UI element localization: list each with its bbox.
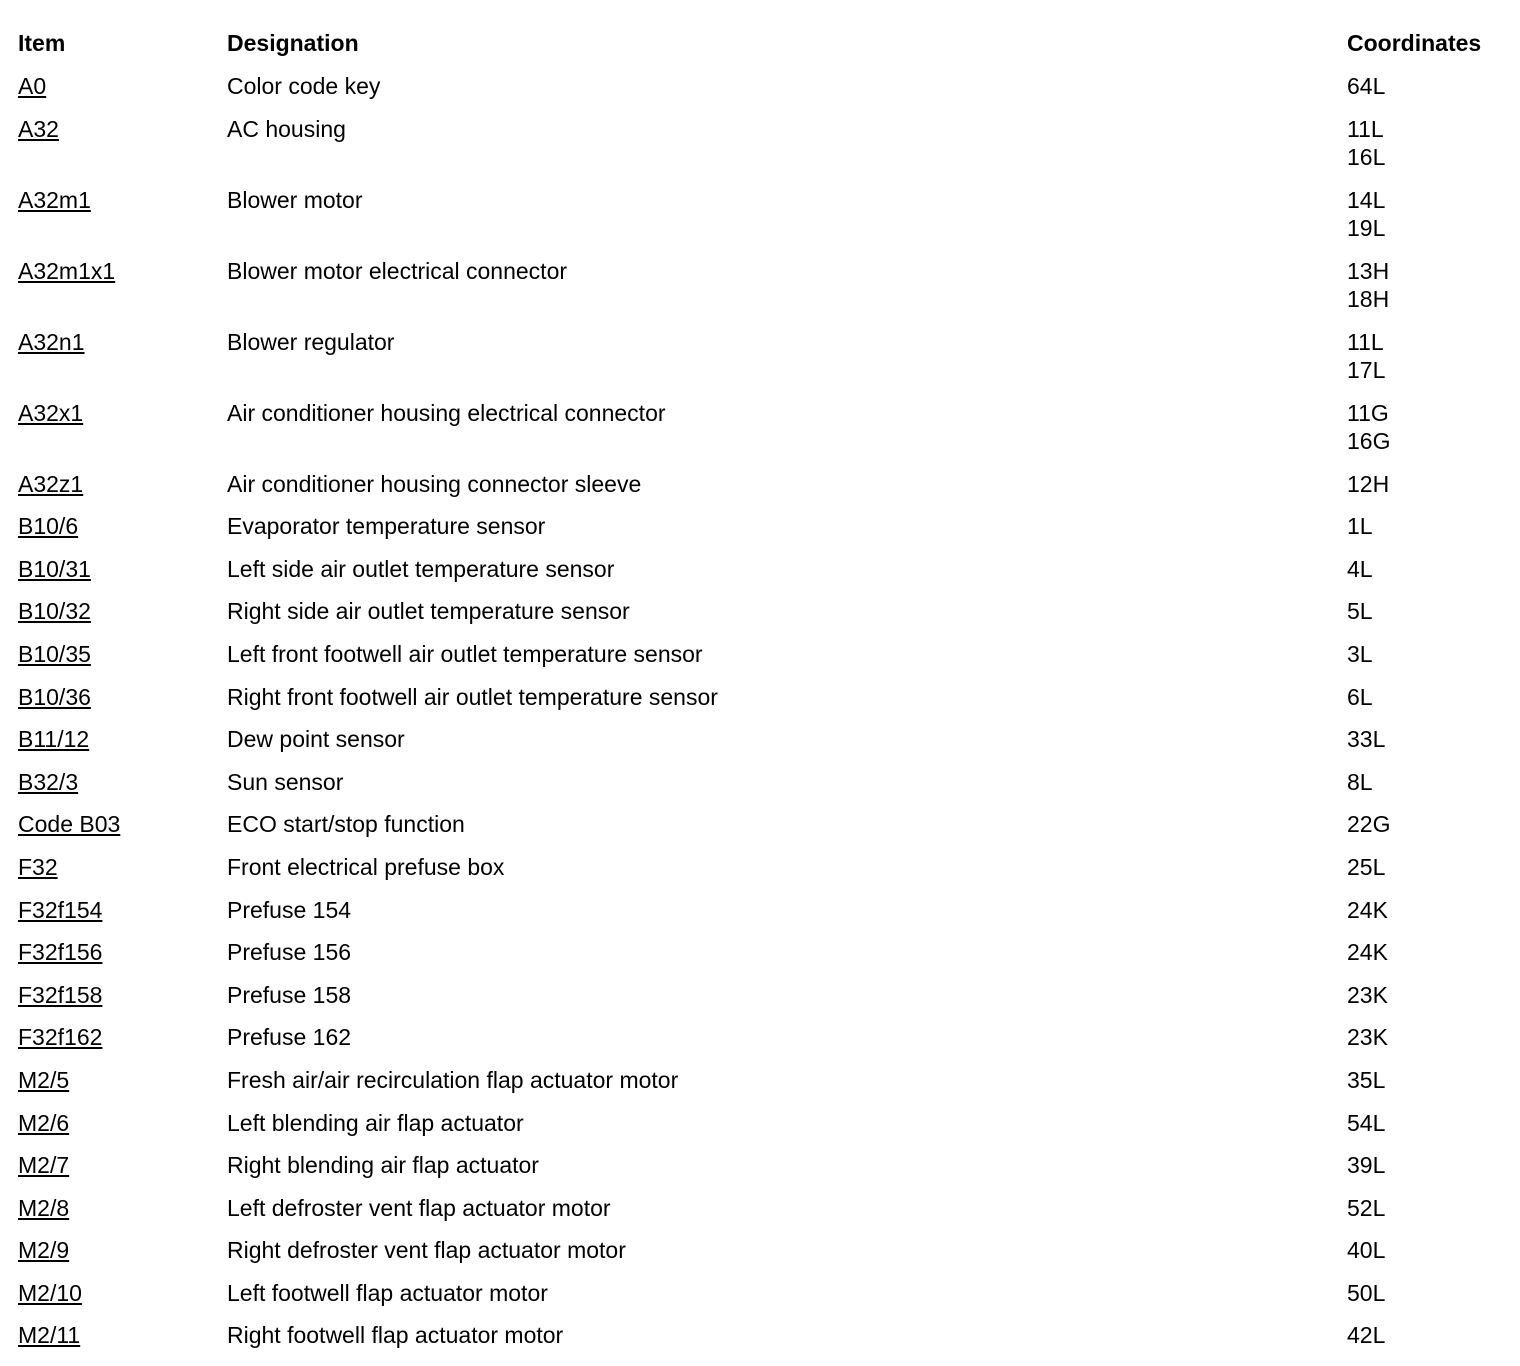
coordinates-cell — [1347, 186, 1508, 257]
coordinate-value: 18H — [1347, 285, 1390, 312]
coordinates-cell — [1347, 512, 1508, 555]
coordinates-cell — [1347, 597, 1508, 640]
item-cell — [18, 1236, 227, 1279]
coordinate-value: 22G — [1347, 811, 1391, 838]
coordinates-cell — [1347, 810, 1508, 853]
designation-cell: Left side air outlet temperature sensor — [227, 555, 615, 582]
item-cell — [18, 115, 227, 186]
item-cell — [18, 512, 227, 555]
table-row — [18, 328, 1508, 399]
designation-cell: Left front footwell air outlet temperature sensor — [227, 640, 703, 667]
coordinate-value: 14L — [1347, 186, 1386, 213]
table-row — [18, 1194, 1508, 1237]
table-row — [18, 399, 1508, 470]
coordinates-cell — [1347, 1236, 1508, 1279]
coordinate-value: 33L — [1347, 726, 1386, 753]
table-row — [18, 1279, 1508, 1322]
item-cell — [18, 257, 227, 328]
item-link[interactable]: B10/31 — [18, 555, 91, 582]
table-row — [18, 470, 1508, 513]
item-cell — [18, 938, 227, 981]
item-link[interactable]: M2/8 — [18, 1194, 70, 1221]
item-link[interactable]: M2/9 — [18, 1237, 70, 1264]
table-body — [18, 72, 1508, 1364]
item-cell — [18, 1194, 227, 1237]
designation-column-header: Designation — [227, 30, 359, 56]
coordinates-cell — [1347, 555, 1508, 598]
coordinates-cell — [1347, 938, 1508, 981]
table-row — [18, 1023, 1508, 1066]
table-row — [18, 512, 1508, 555]
designation-cell: Right front footwell air outlet temperature sensor — [227, 683, 718, 710]
item-cell — [18, 72, 227, 115]
table-row — [18, 938, 1508, 981]
coordinates-cell — [1347, 470, 1508, 513]
designation-cell: Left blending air flap actuator — [227, 1109, 524, 1136]
coordinate-value: 3L — [1347, 640, 1373, 667]
coordinates-cell — [1347, 640, 1508, 683]
table-row — [18, 853, 1508, 896]
item-link[interactable]: F32 — [18, 853, 58, 880]
item-cell — [18, 1151, 227, 1194]
table-row — [18, 257, 1508, 328]
item-link[interactable]: F32f162 — [18, 1024, 103, 1051]
coordinate-value: 23K — [1347, 1024, 1388, 1051]
item-link[interactable]: F32f158 — [18, 981, 103, 1008]
coordinates-cell — [1347, 1321, 1508, 1364]
item-cell — [18, 981, 227, 1024]
coordinate-value: 6L — [1347, 683, 1373, 710]
coordinate-value: 8L — [1347, 768, 1373, 795]
coordinate-value: 4L — [1347, 555, 1373, 582]
table-row — [18, 597, 1508, 640]
coordinates-cell — [1347, 853, 1508, 896]
item-cell — [18, 597, 227, 640]
coordinate-value: 11L — [1347, 328, 1384, 355]
designation-cell: Prefuse 162 — [227, 1024, 352, 1051]
item-cell — [18, 1109, 227, 1152]
coordinate-value: 35L — [1347, 1066, 1386, 1093]
coordinate-value: 5L — [1347, 598, 1373, 625]
coordinate-value: 52L — [1347, 1194, 1386, 1221]
item-link[interactable]: M2/5 — [18, 1066, 70, 1093]
designation-cell: Blower regulator — [227, 328, 395, 355]
table-row — [18, 186, 1508, 257]
coordinate-value: 11L — [1347, 115, 1384, 142]
designation-cell: Left defroster vent flap actuator motor — [227, 1194, 611, 1221]
item-cell — [18, 1279, 227, 1322]
item-link[interactable]: B10/35 — [18, 640, 91, 667]
item-link[interactable]: Code B03 — [18, 811, 121, 838]
item-link[interactable]: M2/11 — [18, 1322, 81, 1349]
coordinate-value: 16G — [1347, 427, 1391, 454]
item-cell — [18, 810, 227, 853]
coordinate-value: 24K — [1347, 896, 1388, 923]
designation-cell: Color code key — [227, 73, 381, 99]
coordinate-value: 54L — [1347, 1109, 1386, 1136]
item-link[interactable]: B10/6 — [18, 513, 79, 540]
item-link[interactable]: M2/6 — [18, 1109, 70, 1136]
item-link[interactable]: B10/36 — [18, 683, 91, 710]
component-legend-table — [18, 29, 1508, 1364]
item-link[interactable]: A32m1 — [18, 186, 91, 213]
item-cell — [18, 328, 227, 399]
designation-cell: Prefuse 156 — [227, 939, 352, 966]
table-row — [18, 1109, 1508, 1152]
coordinate-value: 12H — [1347, 470, 1390, 497]
item-cell — [18, 1066, 227, 1109]
item-cell — [18, 399, 227, 470]
table-row — [18, 1321, 1508, 1364]
designation-cell: Blower motor — [227, 186, 363, 213]
item-link[interactable]: B32/3 — [18, 768, 79, 795]
item-link[interactable]: F32f154 — [18, 896, 103, 923]
designation-cell: ECO start/stop function — [227, 811, 465, 838]
coordinates-column-header: Coordinates — [1347, 30, 1482, 56]
coordinates-cell — [1347, 1066, 1508, 1109]
table-row — [18, 1151, 1508, 1194]
designation-cell: Right blending air flap actuator — [227, 1152, 539, 1179]
coordinate-value: 42L — [1347, 1322, 1386, 1349]
item-link[interactable]: A32 — [18, 115, 59, 142]
coordinates-cell — [1347, 896, 1508, 939]
item-cell — [18, 186, 227, 257]
designation-cell: Evaporator temperature sensor — [227, 513, 546, 540]
table-row — [18, 810, 1508, 853]
coordinate-value: 23K — [1347, 981, 1388, 1008]
coordinate-value: 16L — [1347, 143, 1386, 170]
designation-cell: Right side air outlet temperature sensor — [227, 598, 630, 625]
table-row — [18, 683, 1508, 726]
designation-cell: Air conditioner housing electrical connector — [227, 399, 666, 426]
designation-cell: Sun sensor — [227, 768, 344, 795]
coordinates-cell — [1347, 1023, 1508, 1066]
designation-cell: AC housing — [227, 115, 346, 142]
item-link[interactable]: B11/12 — [18, 726, 90, 753]
item-column-header: Item — [18, 30, 66, 56]
coordinates-cell — [1347, 725, 1508, 768]
coordinates-cell — [1347, 981, 1508, 1024]
table-row — [18, 640, 1508, 683]
item-cell — [18, 1321, 227, 1364]
designation-cell: Prefuse 154 — [227, 896, 352, 923]
item-link[interactable]: M2/7 — [18, 1152, 70, 1179]
item-link[interactable]: F32f156 — [18, 939, 103, 966]
coordinates-cell — [1347, 1194, 1508, 1237]
item-link[interactable]: A32n1 — [18, 328, 85, 355]
table-row — [18, 555, 1508, 598]
item-link[interactable]: A32z1 — [18, 470, 84, 497]
coordinates-cell — [1347, 768, 1508, 811]
table-row — [18, 1236, 1508, 1279]
item-link[interactable]: B10/32 — [18, 598, 91, 625]
coordinates-cell — [1347, 399, 1508, 470]
item-cell — [18, 725, 227, 768]
coordinates-cell — [1347, 1109, 1508, 1152]
designation-cell: Front electrical prefuse box — [227, 853, 505, 880]
coordinate-value: 39L — [1347, 1152, 1386, 1179]
coordinate-value: 64L — [1347, 73, 1386, 99]
coordinates-cell — [1347, 257, 1508, 328]
coordinate-value: 24K — [1347, 939, 1388, 966]
table-row — [18, 896, 1508, 939]
coordinate-value: 50L — [1347, 1279, 1386, 1306]
item-cell — [18, 640, 227, 683]
item-link[interactable]: A0 — [18, 73, 47, 99]
item-cell — [18, 555, 227, 598]
coordinate-value: 19L — [1347, 214, 1386, 241]
item-cell — [18, 768, 227, 811]
table-row — [18, 981, 1508, 1024]
item-link[interactable]: A32m1x1 — [18, 257, 116, 284]
designation-cell: Air conditioner housing connector sleeve — [227, 470, 642, 497]
item-cell — [18, 1023, 227, 1066]
coordinate-value: 25L — [1347, 853, 1386, 880]
designation-cell: Prefuse 158 — [227, 981, 352, 1008]
designation-cell: Left footwell flap actuator motor — [227, 1279, 548, 1306]
coordinate-value: 1L — [1347, 513, 1373, 540]
coordinates-cell — [1347, 683, 1508, 726]
coordinates-cell — [1347, 328, 1508, 399]
item-cell — [18, 896, 227, 939]
item-link[interactable]: A32x1 — [18, 399, 84, 426]
coordinates-cell — [1347, 72, 1508, 115]
table-row — [18, 72, 1508, 115]
designation-cell: Right footwell flap actuator motor — [227, 1322, 564, 1349]
coordinate-value: 11G — [1347, 399, 1389, 426]
designation-cell: Right defroster vent flap actuator motor — [227, 1237, 626, 1264]
designation-cell: Fresh air/air recirculation flap actuator motor — [227, 1066, 679, 1093]
item-link[interactable]: M2/10 — [18, 1279, 82, 1306]
coordinate-value: 40L — [1347, 1237, 1386, 1264]
table-row — [18, 768, 1508, 811]
item-cell — [18, 470, 227, 513]
table-row — [18, 115, 1508, 186]
table-header-row — [18, 29, 1508, 72]
table-row — [18, 725, 1508, 768]
coordinates-cell — [1347, 1279, 1508, 1322]
table-row — [18, 1066, 1508, 1109]
coordinates-cell — [1347, 1151, 1508, 1194]
coordinate-value: 17L — [1347, 356, 1386, 383]
item-cell — [18, 853, 227, 896]
designation-cell: Dew point sensor — [227, 726, 405, 753]
coordinates-cell — [1347, 115, 1508, 186]
coordinate-value: 13H — [1347, 257, 1390, 284]
item-cell — [18, 683, 227, 726]
designation-cell: Blower motor electrical connector — [227, 257, 568, 284]
